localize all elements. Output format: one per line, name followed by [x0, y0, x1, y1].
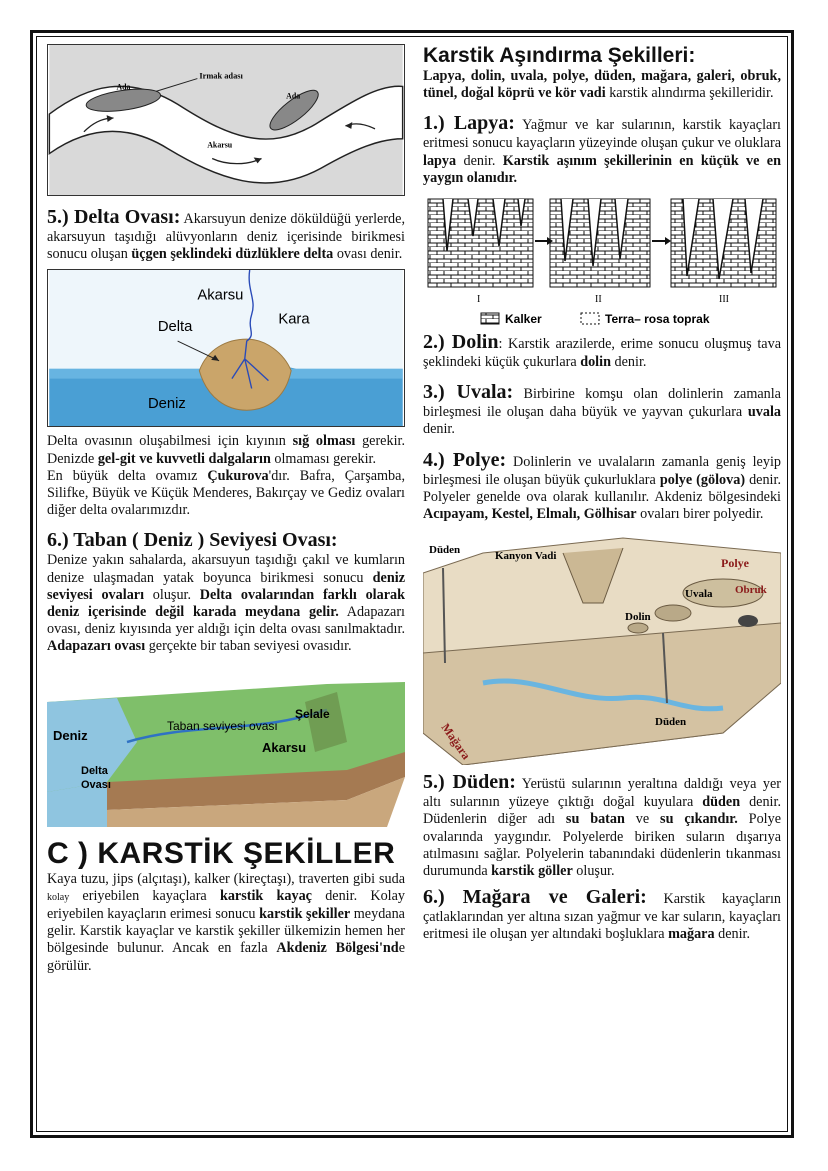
karstik-asindirma-heading: Karstik Aşındırma Şekilleri: [423, 44, 696, 67]
dolin-heading: 2.) Dolin [423, 331, 499, 354]
island-label-1: Ada [116, 82, 131, 92]
delta-paragraph [47, 206, 405, 263]
taban-delta-label: Delta [81, 764, 108, 777]
polye-heading: 4.) Polye: [423, 448, 507, 471]
kalker-legend-swatch [481, 313, 499, 324]
kalker-legend-label: Kalker [505, 312, 542, 327]
terra-legend-swatch [581, 313, 599, 324]
river-label: Akarsu [207, 140, 233, 150]
delta-figure [47, 269, 405, 427]
delta-heading: 5.) Delta Ovası: [47, 206, 181, 228]
karst-magara-label: Mağara [438, 720, 474, 763]
delta-label: Delta [157, 319, 193, 336]
delta-conditions: Delta ovasının oluşabilmesi için kıyının sığ olması gerekir. Denizde gel-git ve kuvvetli dalgaların olmaması gerekir. [47, 433, 406, 467]
taban-heading: 6.) Taban ( Deniz ) Seviyesi Ovası: [47, 529, 338, 552]
lapya-figure [423, 191, 781, 331]
karst-duden-label-1: Düden [429, 544, 461, 557]
uvala-paragraph: 3.) Uvala: Birbirine komşu olan dolinlerin zamanla birleşmesi ile oluşan daha büyük ve yayvan çukurlara uvala denir. [423, 381, 781, 438]
duden-paragraph: 5.) Düden: Yerüstü sularının yeraltına daldığı veya yer altı sularının yüzeye çıktığı doğal kuyulara düden denir. Düdenlerin diğer adı su batan ve su çıkandır. Polye ovalarında yaygındır. Polyelerde biriken suların dışarıya atılmasını sağlar. Polyelerin tabanındaki düdenlerin tıkanması durumunda karstik göller oluşur. [423, 771, 781, 880]
taban-deniz-label: Deniz [53, 727, 88, 743]
lapya-roman-1: I [477, 294, 481, 306]
river-island-figure [47, 44, 405, 196]
polye-paragraph: 4.) Polye: Dolinlerin ve uvalaların zamanla geniş leyip birleşmesi ile oluşan büyük çukurluklara polye (gölova) denir. Polyeler genelde ova olarak kullanılır. Akdeniz bölgesindeki Acıpayam, Kestel, Elmalı, Gölhisar ovaları birer polyedir. [423, 448, 781, 523]
delta-text-end: ovası denir. [333, 246, 403, 263]
taban-ova-label: Taban seviyesi ovası [167, 718, 278, 733]
taban-delta-ovasi-label: Ovası [81, 778, 111, 791]
delta-akarsu-label: Akarsu [197, 288, 244, 305]
right-column [423, 44, 781, 944]
lapya-heading: 1.) Lapya: [423, 112, 515, 135]
lapya-roman-3: III [719, 294, 729, 306]
uvala-heading: 3.) Uvala: [423, 381, 514, 404]
magara-heading: 6.) Mağara ve Galeri: [423, 886, 647, 909]
left-column [47, 44, 405, 975]
karst-dolin-label: Dolin [625, 611, 651, 624]
magara-paragraph: 6.) Mağara ve Galeri: Karstik kayaçların çatlaklarından yer altına sızan yağmur ve kar suların, kayaçları eritmesi ile oluşan yer altındaki boşluklara mağara denir. [423, 886, 782, 943]
karst-landscape-figure [423, 533, 781, 765]
karst-obruk-label: Obruk [735, 584, 767, 597]
taban-paragraph: Denize yakın sahalarda, akarsuyun taşıdığı çakıl ve kumların denize ulaşmadan yatak boyunca birikmesi sonucu deniz seviyesi ovaları oluşur. Delta ovalarından farklı olarak deniz içerisinde değil karada meydana gelir. Adapazarı ovası, deniz kıyısında yer aldığı için delta ovası sanılmaktadır. Adapazarı ovası gerçekte bir taban seviyesi ovasıdır. [47, 552, 406, 655]
delta-text: Akarsuyun denize döküldüğü yerlerde, akarsuyun taşıdığı alüvyonların deniz içerisinde birikmesi sonucu oluşan [47, 211, 405, 263]
lapya-paragraph: 1.) Lapya: Yağmur ve kar sularının, karstik kayaçları eritmesi sonucu kayaçların yüzeyinde oluşan çukur ve oluklara lapya denir. Karstik aşınım şekillerinin en küçük ve en yaygın olanıdır. [423, 112, 781, 186]
karst-duden-label-2: Düden [655, 716, 687, 729]
delta-examples: En büyük delta ovamız Çukurova'dır. Bafra, Çarşamba, Silifke, Büyük ve Küçük Menderes, Bakırçay ve Gediz ovaları diğer delta ovalarımızdır. [47, 467, 405, 519]
delta-bold: üçgen şeklindeki düzlüklere delta [131, 246, 334, 263]
karstik-paragraph: Kaya tuzu, jips (alçıtaşı), kalker (kireçtaşı), traverten gibi suda kolay eriyebilen kayaçlara karstik kayaç denir. Kolay eriyebilen kayaçların erimesi sonucu karstik şekiller meydana gelir. Karstik kayaçlar ve karstik şekiller ülkemizin hemen her bölgesinde bulunur. Ancak en fazla Akdeniz Bölgesi'nde görülür. [47, 870, 406, 974]
duden-heading: 5.) Düden: [423, 771, 516, 794]
karstik-sekiller-heading: C ) KARSTİK ŞEKİLLER [47, 836, 396, 870]
delta-deniz-label: Deniz [148, 396, 186, 413]
terra-legend-label: Terra– rosa toprak [605, 312, 710, 327]
taban-figure [47, 682, 405, 827]
taban-selale-label: Şelale [295, 706, 330, 721]
taban-akarsu-label: Akarsu [262, 739, 307, 755]
lapya-roman-2: II [595, 294, 602, 306]
island-label-2: Ada [286, 91, 301, 101]
karst-kanyon-label: Kanyon Vadi [495, 550, 557, 563]
karst-uvala-label: Uvala [685, 588, 713, 601]
delta-kara-label: Kara [278, 311, 310, 328]
dolin-paragraph: 2.) Dolin: Karstik arazilerde, erime sonucu oluşmuş tava şeklindeki küçük çukurlara dolin denir. [423, 331, 781, 371]
river-island-label: Irmak adası [199, 71, 243, 81]
taban-heading-row [47, 529, 405, 552]
karst-polye-label: Polye [721, 556, 749, 571]
karstik-intro: Lapya, dolin, uvala, polye, düden, mağara, galeri, obruk, tünel, doğal köprü ve kör vadi karstik alındırma şekilleridir. [423, 68, 781, 102]
